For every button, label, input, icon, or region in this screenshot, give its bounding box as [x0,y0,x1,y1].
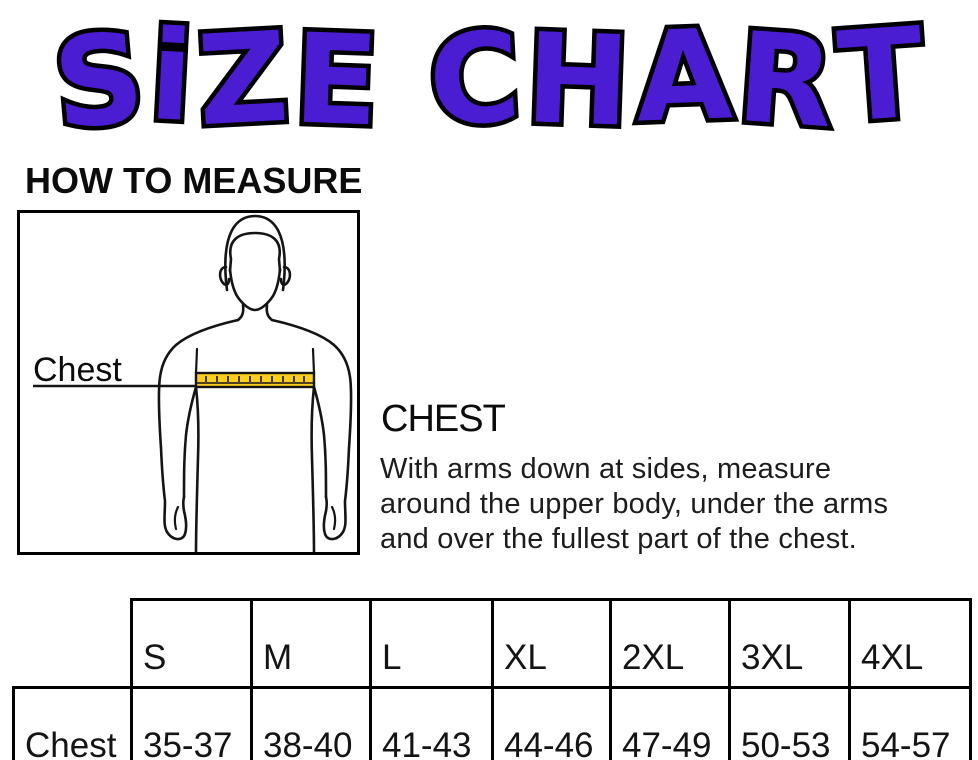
chest-section-body [380,452,978,557]
face-outline [230,269,280,310]
hair-outline [225,216,284,290]
inner-arm-right [314,387,326,497]
size-header-6: 4XL [850,600,971,688]
chest-value-6: 54-57 [850,688,971,760]
chest-body-line: With arms down at sides, measure [380,453,832,485]
torso-side-left [196,387,198,552]
torso-side-right [312,387,314,552]
chest-body-line: and over the fullest part of the chest. [380,523,857,555]
thumb-line-left [175,507,178,529]
figure-chest-label: Chest [33,351,122,389]
neck-left [238,305,243,320]
how-to-measure-heading: HOW TO MEASURE [25,160,363,201]
chest-value-2: 41-43 [371,688,493,760]
size-header-1: M [252,600,371,688]
chest-value-4: 47-49 [611,688,730,760]
chest-line-left [196,349,197,373]
inner-arm-left [184,387,196,497]
chest-line-right [313,349,314,373]
size-header-3: XL [493,600,611,688]
row-label-chest: Chest [14,688,132,760]
chest-value-3: 44-46 [493,688,611,760]
chest-value-5: 50-53 [730,688,850,760]
neck-right [267,305,272,320]
size-header-5: 3XL [730,600,850,688]
size-header-0: S [132,600,252,688]
torso-illustration-icon [20,213,357,552]
chest-value-0: 35-37 [132,688,252,760]
chest-body-line: around the upper body, under the arms [380,488,889,520]
page-title: S i Z E C H A R T [48,1,929,158]
measuring-tape-icon [196,373,314,387]
size-header-4: 2XL [611,600,730,688]
size-header-2: L [371,600,493,688]
size-header-row [14,600,971,688]
chest-section-heading: CHEST [381,398,505,440]
measurement-figure-box [17,210,360,555]
thumb-line-right [332,507,335,529]
header-spacer [14,600,132,688]
size-table [12,598,972,760]
chest-values-row [14,688,971,760]
hair-fringe [230,233,280,271]
chest-value-1: 38-40 [252,688,371,760]
